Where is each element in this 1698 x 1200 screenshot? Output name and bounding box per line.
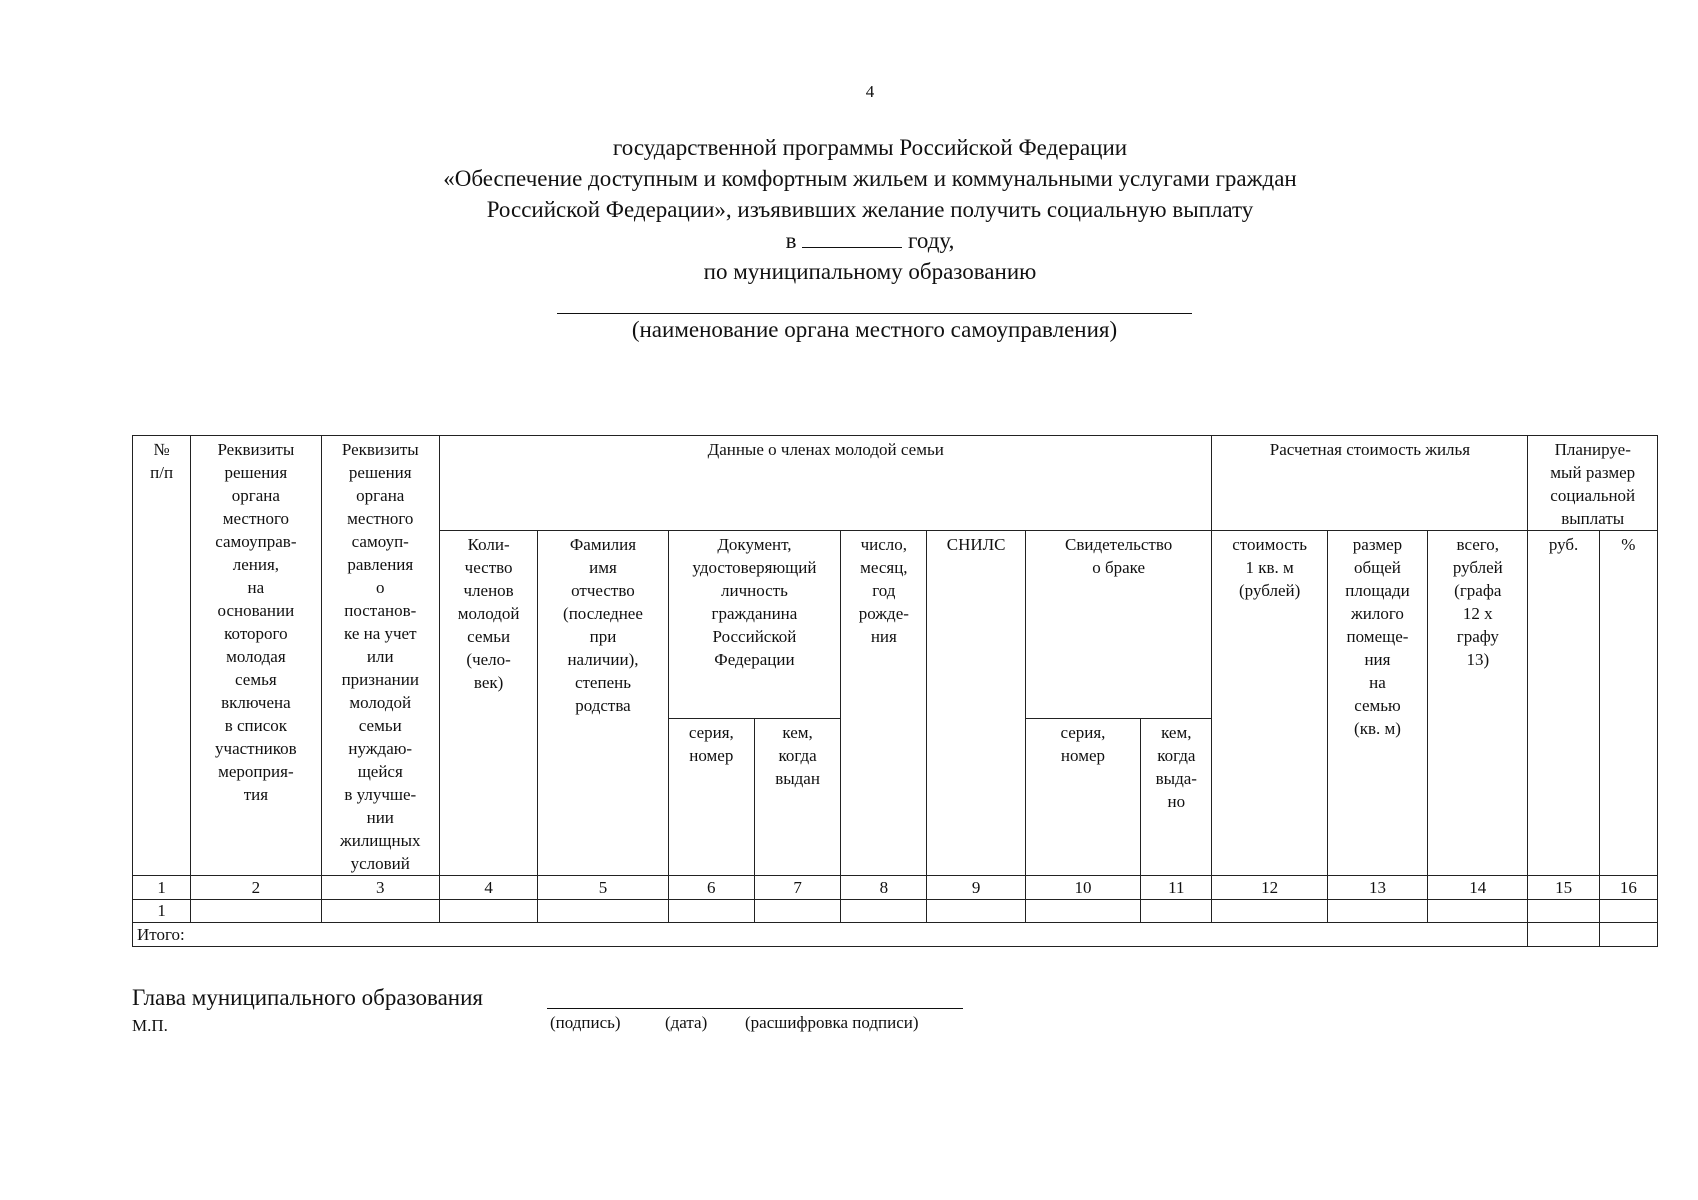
col-header-inclusion-decision: Реквизиты решения органа местного самоуправ- ления, на основании которого молодая семья включена в список участников мероприя- тия	[191, 436, 321, 876]
page-number: 4	[865, 82, 875, 101]
signature-decoding-caption: (расшифровка подписи)	[745, 1013, 919, 1032]
group-header-housing-cost: Расчетная стоимость жилья	[1212, 436, 1528, 531]
col-header-birth-date: число, месяц, год рожде- ния	[841, 531, 927, 876]
col-header-total-cost: всего, рублей (графа 12 х графу 13)	[1428, 531, 1528, 876]
document-header	[0, 132, 1698, 287]
table-cell	[191, 900, 321, 923]
col-header-doc-issued: кем, когда выдан	[754, 718, 840, 876]
header-year-line	[0, 225, 1698, 256]
table-cell	[1212, 900, 1327, 923]
table-cell	[927, 900, 1025, 923]
col-header-cost-per-sqm: стоимость 1 кв. м (рублей)	[1212, 531, 1327, 876]
group-header-identity-document: Документ, удостоверяющий личность гражданина Российской Федерации	[668, 531, 841, 719]
column-number: 13	[1327, 876, 1427, 900]
col-header-snils: СНИЛС	[927, 531, 1025, 876]
signature-caption: (подпись)	[550, 1013, 621, 1032]
header-line-5: по муниципальному образованию	[703, 259, 1037, 284]
table-row	[133, 900, 1658, 923]
total-row	[133, 923, 1658, 947]
col-header-number: № п/п	[133, 436, 191, 876]
column-number: 11	[1141, 876, 1212, 900]
signature-blank-line	[547, 1008, 963, 1009]
row-number: 1	[133, 900, 191, 923]
table-cell	[1141, 900, 1212, 923]
table-cell	[754, 900, 840, 923]
column-number: 12	[1212, 876, 1327, 900]
table-cell	[841, 900, 927, 923]
total-percent-cell	[1599, 923, 1657, 947]
date-caption: (дата)	[665, 1013, 708, 1032]
stamp-label: М.П.	[132, 1016, 168, 1035]
total-label: Итого:	[133, 923, 1528, 947]
table-cell	[321, 900, 439, 923]
column-number: 2	[191, 876, 321, 900]
family-list-table	[132, 435, 1658, 947]
table-cell	[1025, 900, 1140, 923]
col-header-percent: %	[1599, 531, 1657, 876]
table-cell	[1528, 900, 1599, 923]
header-line-3: Российской Федерации», изъявивших желание получить социальную выплату	[486, 197, 1254, 222]
column-number: 5	[538, 876, 668, 900]
column-numbers-row	[133, 876, 1658, 900]
table-cell	[1428, 900, 1528, 923]
column-number: 14	[1428, 876, 1528, 900]
org-name-caption: (наименование органа местного самоуправления)	[631, 317, 1118, 342]
group-header-planned-payment: Планируе- мый размер социальной выплаты	[1528, 436, 1658, 531]
column-number: 8	[841, 876, 927, 900]
table-cell	[439, 900, 537, 923]
col-header-rub: руб.	[1528, 531, 1599, 876]
column-number: 3	[321, 876, 439, 900]
group-header-family-data: Данные о членах молодой семьи	[439, 436, 1212, 531]
head-of-municipality-label: Глава муниципального образования	[132, 985, 483, 1010]
col-header-registration-decision: Реквизиты решения органа местного самоуп- равления о постанов- ке на учет или признании молодой семьи нуждаю- щейся в улучше- нии жилищных условий	[321, 436, 439, 876]
group-header-marriage-certificate: Свидетельство о браке	[1025, 531, 1212, 719]
total-rub-cell	[1528, 923, 1599, 947]
column-number: 7	[754, 876, 840, 900]
table-cell	[538, 900, 668, 923]
table-cell	[668, 900, 754, 923]
column-number: 10	[1025, 876, 1140, 900]
column-number: 4	[439, 876, 537, 900]
column-number: 1	[133, 876, 191, 900]
table-cell	[1327, 900, 1427, 923]
table-cell	[1599, 900, 1657, 923]
header-line-2: «Обеспечение доступным и комфортным жильем и коммунальными услугами граждан	[443, 166, 1297, 191]
header-line-1: государственной программы Российской Федерации	[612, 135, 1128, 160]
col-header-cert-series: серия, номер	[1025, 718, 1140, 876]
col-header-cert-issued: кем, когда выда- но	[1141, 718, 1212, 876]
col-header-area: размер общей площади жилого помеще- ния на семью (кв. м)	[1327, 531, 1427, 876]
org-name-blank-line	[557, 313, 1192, 314]
col-header-members-count: Коли- чество членов молодой семьи (чело- век)	[439, 531, 537, 876]
column-number: 9	[927, 876, 1025, 900]
year-suffix: году,	[908, 228, 955, 253]
column-number: 16	[1599, 876, 1657, 900]
column-number: 15	[1528, 876, 1599, 900]
col-header-full-name: Фамилия имя отчество (последнее при наличии), степень родства	[538, 531, 668, 876]
col-header-doc-series: серия, номер	[668, 718, 754, 876]
year-prefix: в	[785, 228, 797, 253]
year-blank	[802, 229, 902, 248]
column-number: 6	[668, 876, 754, 900]
